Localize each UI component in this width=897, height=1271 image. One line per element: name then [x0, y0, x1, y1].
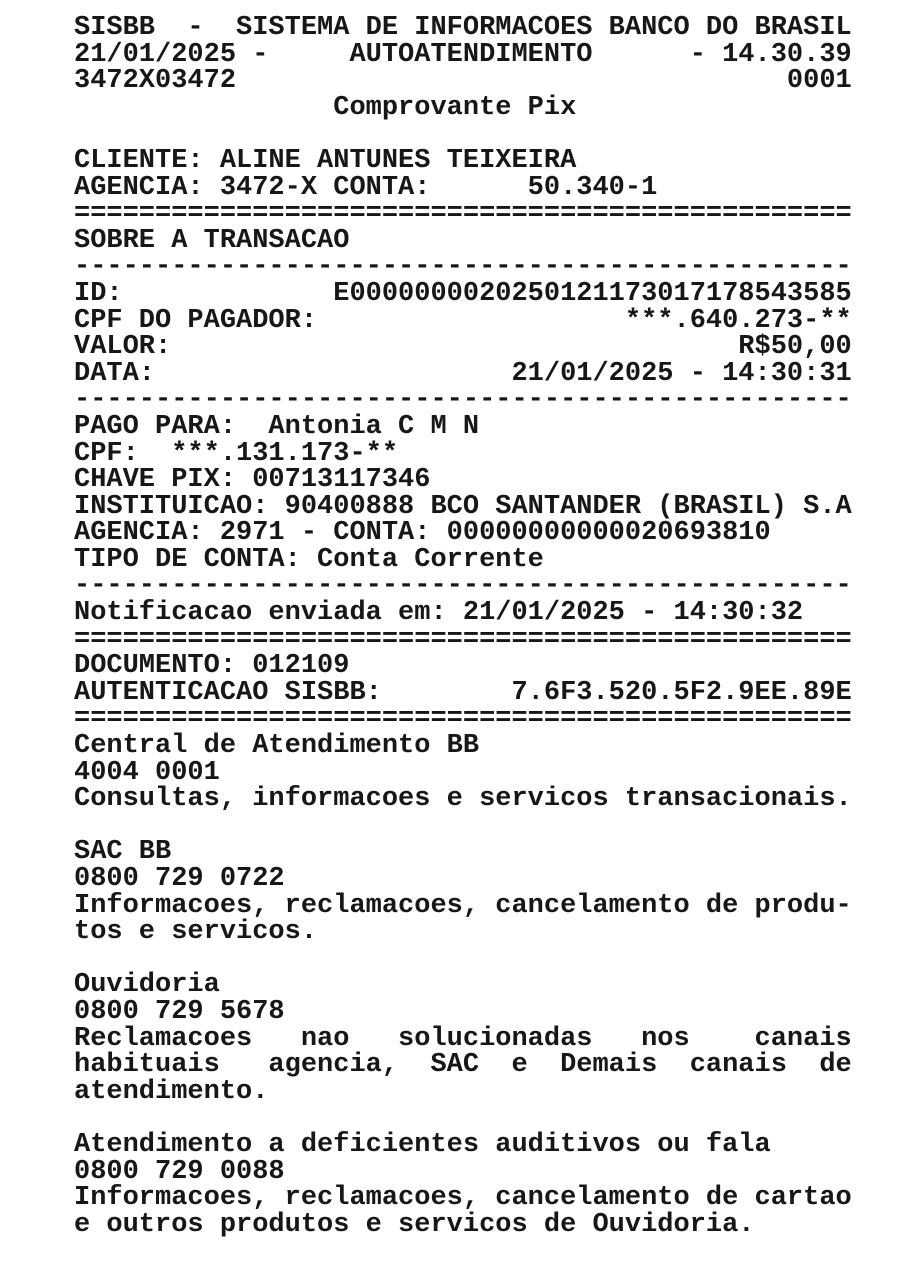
notification-line: Notificacao enviada em: 21/01/2025 - 14:30:32 [74, 598, 804, 629]
ouvidoria-desc-line-2: habituais agencia, SAC e Demais canais de [74, 1050, 852, 1081]
ouvidoria-desc-line-1: Reclamacoes nao solucionadas nos canais [74, 1023, 852, 1054]
ouvidoria-desc-line-3: atendimento. [74, 1076, 269, 1107]
sac-title: SAC BB [74, 837, 172, 868]
document-number-line: DOCUMENTO: 012109 [74, 651, 350, 682]
separator-single: ------------------------------------------------ [74, 252, 852, 283]
deaf-support-desc-line-1: Informacoes, reclamacoes, cancelamento de cartao [74, 1183, 852, 1214]
deaf-support-title: Atendimento a deficientes auditivos ou fala [74, 1129, 771, 1160]
sac-desc-line-2: tos e servicos. [74, 917, 318, 948]
institution-line: INSTITUICAO: 90400888 BCO SANTANDER (BRASIL) S.A [74, 491, 852, 522]
section-title-transaction: SOBRE A TRANSACAO [74, 225, 350, 256]
terminal-line: 3472X03472 0001 [74, 66, 852, 97]
sac-phone: 0800 729 0722 [74, 864, 285, 894]
separator-single: ------------------------------------------------ [74, 385, 852, 416]
support-central-title: Central de Atendimento BB [74, 731, 480, 762]
deaf-support-desc-line-2: e outros produtos e servicos de Ouvidoria. [74, 1209, 755, 1240]
payee-agency-account-line: AGENCIA: 2971 - CONTA: 00000000000020693810 [74, 518, 771, 549]
system-line: SISBB - SISTEMA DE INFORMACOES BANCO DO BRASIL [74, 13, 852, 43]
blank-line [74, 121, 897, 148]
ouvidoria-phone: 0800 729 5678 [74, 996, 285, 1027]
payer-cpf-line: CPF DO PAGADOR: ***.640.273-** [74, 305, 852, 336]
separator-double: ================================================ [74, 704, 852, 735]
support-central-desc: Consultas, informacoes e servicos transacionais. [74, 784, 852, 815]
session-line: 21/01/2025 - AUTOATENDIMENTO - 14.30.39 [74, 39, 852, 70]
blank-line [74, 813, 897, 840]
blank-line [74, 1105, 897, 1132]
deaf-support-phone: 0800 729 0088 [74, 1156, 285, 1187]
client-agency-account-line: AGENCIA: 3472-X CONTA: 50.340-1 [74, 172, 658, 203]
blank-line [74, 946, 897, 973]
client-name-line: CLIENTE: ALINE ANTUNES TEIXEIRA [74, 145, 577, 176]
paid-to-line: PAGO PARA: Antonia C M N [74, 411, 480, 442]
transaction-id-line: ID: E0000000020250121173017178543585 [74, 278, 852, 309]
account-type-line: TIPO DE CONTA: Conta Corrente [74, 544, 544, 575]
payee-cpf-line: CPF: ***.131.173-** [74, 438, 399, 469]
separator-double: ================================================ [74, 624, 852, 655]
document-title: Comprovante Pix [74, 92, 577, 123]
sac-desc-line-1: Informacoes, reclamacoes, cancelamento de produ- [74, 890, 852, 921]
sisbb-auth-line: AUTENTICACAO SISBB: 7.6F3.520.5F2.9EE.89E [74, 677, 852, 708]
separator-single: ------------------------------------------------ [74, 571, 852, 602]
support-central-phone: 4004 0001 [74, 757, 220, 788]
ouvidoria-title: Ouvidoria [74, 970, 220, 1001]
value-line: VALOR: R$50,00 [74, 332, 852, 363]
pix-key-line: CHAVE PIX: 00713117346 [74, 465, 431, 496]
separator-double: ================================================ [74, 199, 852, 230]
date-line: DATA: 21/01/2025 - 14:30:31 [74, 358, 852, 389]
